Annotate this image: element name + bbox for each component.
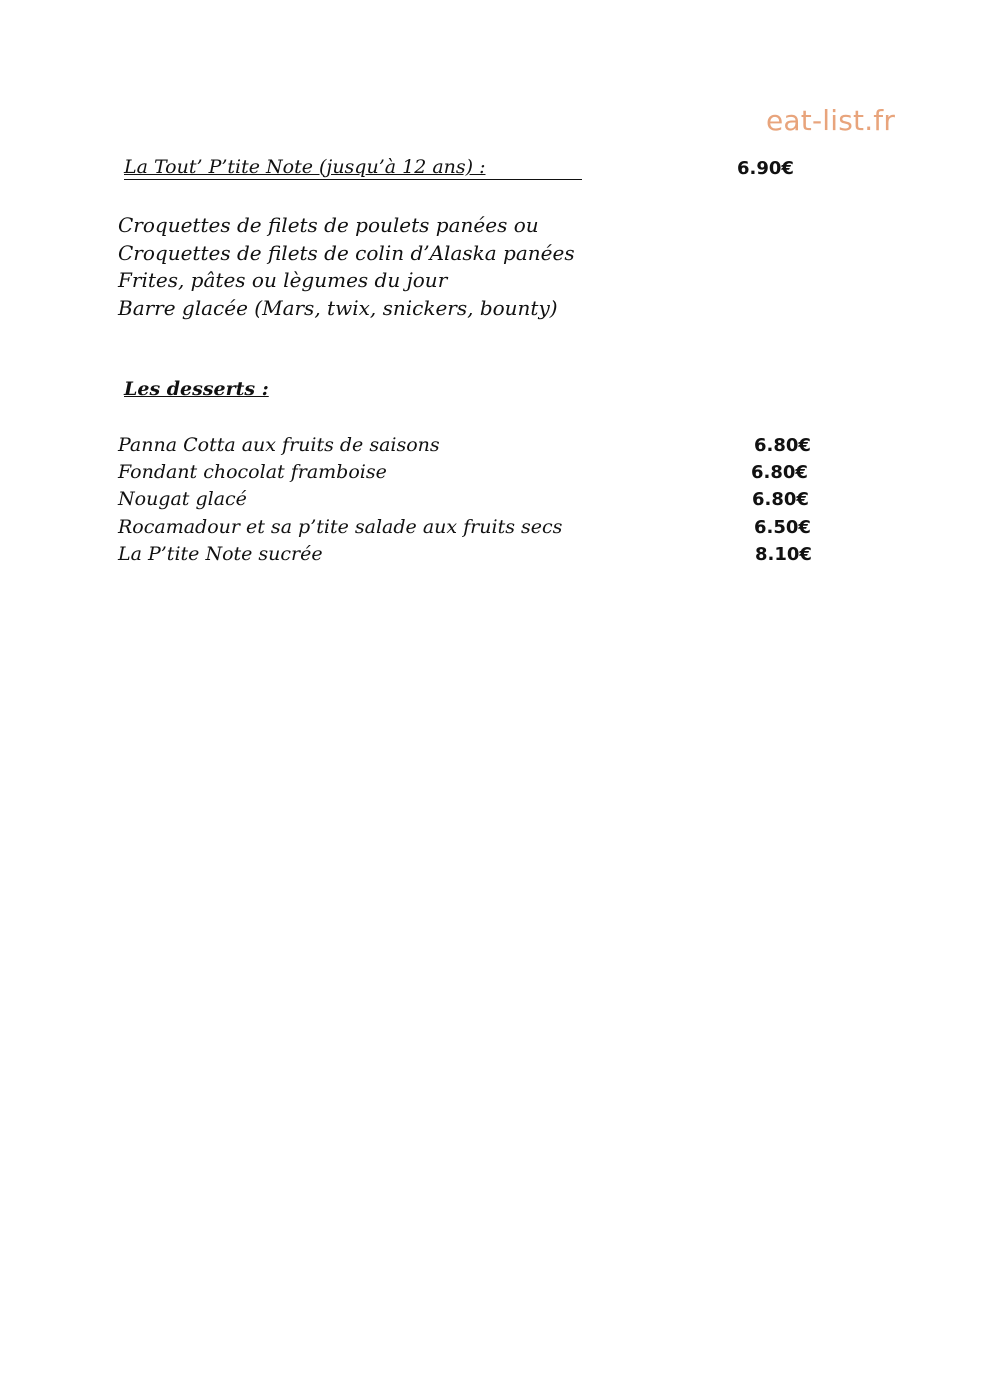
kids-menu-item: Barre glacée (Mars, twix, snickers, bounty) bbox=[118, 295, 558, 320]
desserts-title: Les desserts : bbox=[124, 378, 269, 400]
dessert-price: 6.80€ bbox=[751, 462, 808, 483]
kids-menu-item: Frites, pâtes ou lègumes du jour bbox=[118, 268, 448, 292]
kids-menu-item: Croquettes de filets de colin d’Alaska panées bbox=[118, 240, 575, 265]
dessert-name: Nougat glacé bbox=[118, 488, 247, 510]
kids-menu-title-text: La Tout’ P’tite Note (jusqu’à 12 ans) : bbox=[124, 156, 486, 178]
dessert-row bbox=[118, 488, 818, 516]
dessert-name: La P’tite Note sucrée bbox=[118, 543, 323, 565]
kids-menu-items bbox=[118, 212, 575, 322]
watermark: eat-list.fr bbox=[766, 104, 896, 137]
dessert-name: Panna Cotta aux fruits de saisons bbox=[118, 434, 440, 456]
kids-menu-title bbox=[124, 156, 582, 180]
dessert-price: 6.50€ bbox=[754, 517, 811, 538]
dessert-price: 6.80€ bbox=[754, 435, 811, 456]
kids-menu-item: Croquettes de filets de poulets panées ou bbox=[118, 213, 539, 237]
dessert-row bbox=[118, 516, 818, 544]
dessert-name: Rocamadour et sa p’tite salade aux fruits secs bbox=[118, 516, 563, 538]
dessert-price: 8.10€ bbox=[755, 544, 812, 565]
kids-menu-price: 6.90€ bbox=[737, 158, 794, 179]
dessert-row bbox=[118, 543, 818, 571]
dessert-name: Fondant chocolat framboise bbox=[118, 461, 387, 483]
dessert-row bbox=[118, 461, 818, 489]
dessert-row bbox=[118, 434, 818, 462]
dessert-price: 6.80€ bbox=[752, 489, 809, 510]
